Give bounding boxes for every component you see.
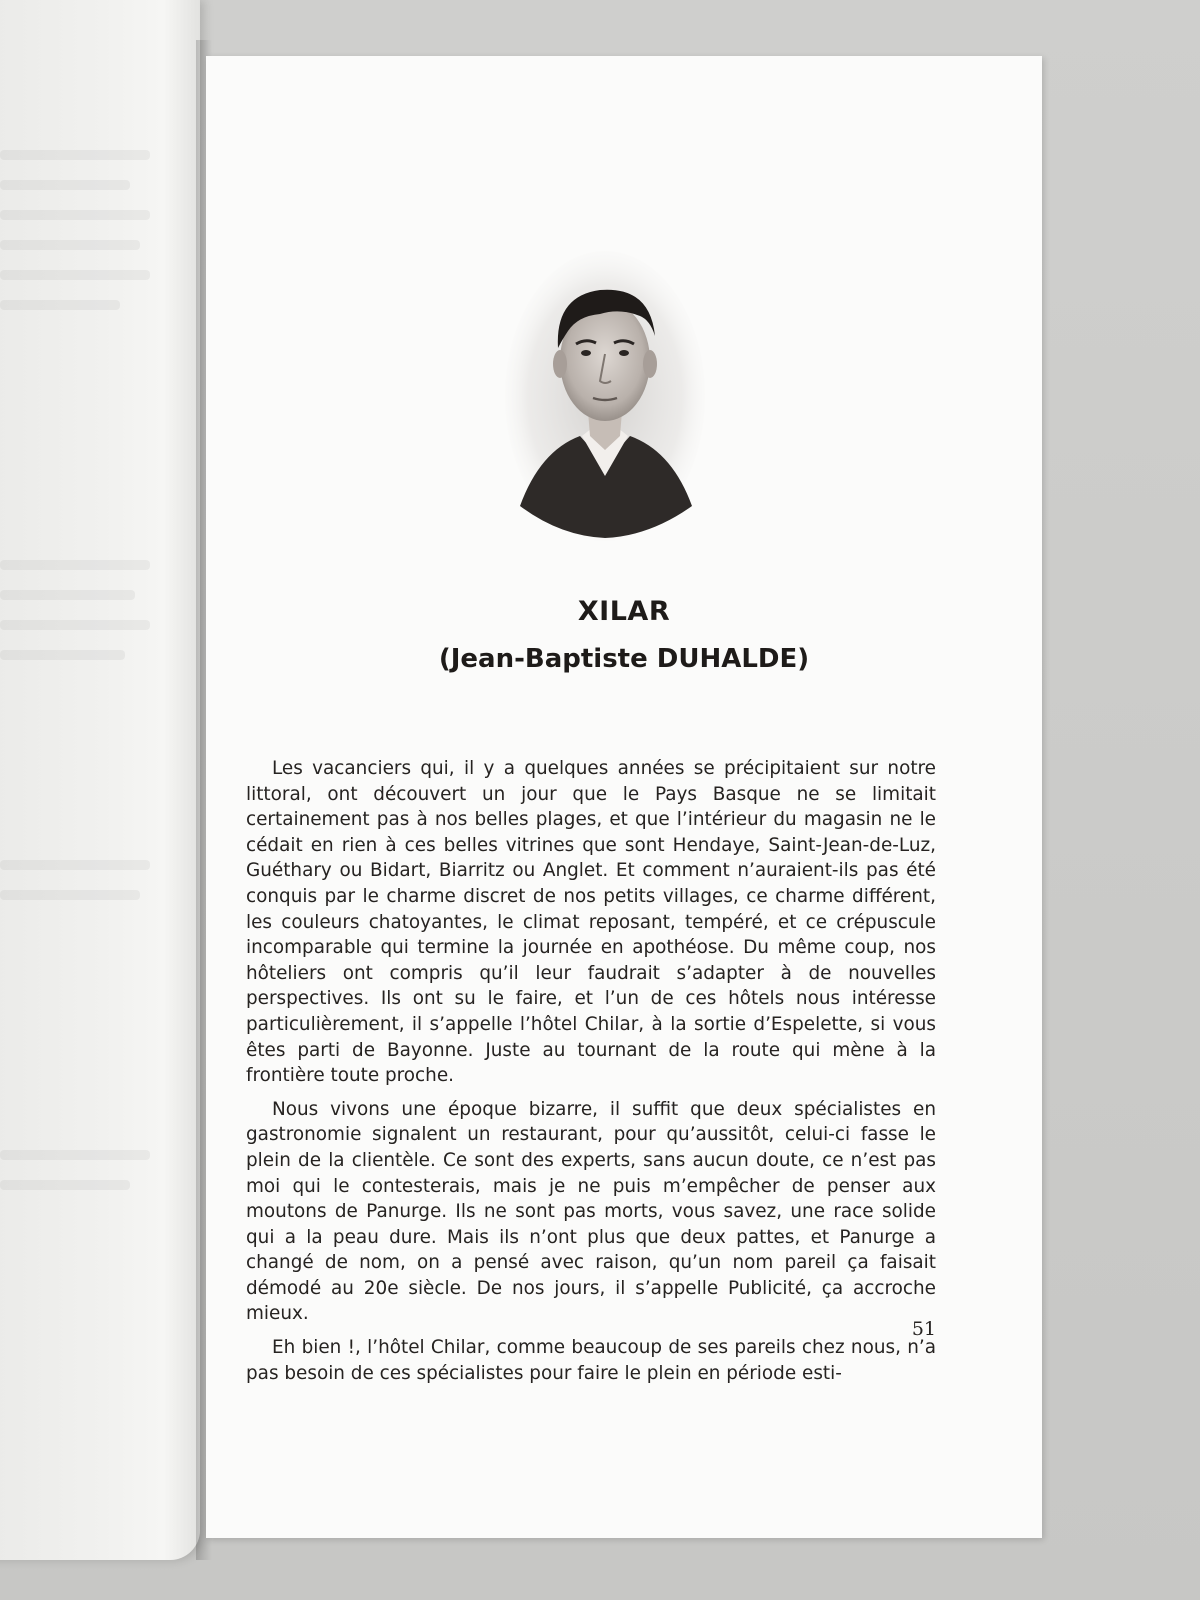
page-title: XILAR [577,596,671,627]
portrait-eye [581,350,591,356]
ghost-text-line [0,150,150,160]
ghost-text-line [0,270,150,280]
portrait-ear [553,350,567,378]
ghost-text-line [0,860,150,870]
paragraph: Nous vivons une époque bizarre, il suffit que deux spécialistes en gastronomie signalent un restaurant, pour qu’aussitôt, celui-ci fasse le plein de la clientèle. Ce sont des experts, sans aucun doute, ce n’est pas moi qui le contesterais, mais je ne puis m’empêcher de penser aux moutons de Panurge. Ils ne sont pas morts, vous savez, une race solide qui a la peau dure. Mais ils n’ont plus que deux pattes, et Panurge a changé de nom, on a pensé avec raison, qu’un nom pareil ça faisait démodé au 20e siècle. De nos jours, il s’appelle Publicité, ça accroche mieux. [246,1098,936,1325]
ghost-text-line [0,240,140,250]
ghost-text-line [0,300,120,310]
page-subtitle: (Jean-Baptiste DUHALDE) [438,644,810,674]
left-facing-page [0,0,200,1560]
ghost-text-line [0,180,130,190]
ghost-text-line [0,210,150,220]
portrait-illustration [500,236,710,546]
ghost-text-line [0,650,125,660]
ghost-text-line [0,1150,150,1160]
ghost-text-line [0,890,140,900]
portrait-eye [619,350,629,356]
paragraph: Les vacanciers qui, il y a quelques années se précipitaient sur notre littoral, ont découvert un jour que le Pays Basque ne se limitait certainement pas à nos belles plages, et que l’intérieur du magasin ne le cédait en rien à ces belles vitrines que sont Hendaye, Saint-Jean-de-Luz, Guéthary ou Bidart, Biarritz ou Anglet. Et comment n’auraient-ils pas été conquis par le charme discret de nos petits villages, ce charme différent, les couleurs chatoyantes, le climat reposant, tempéré, et ce crépuscule incomparable qui termine la journée en apothéose. Du même coup, nos hôteliers ont compris qu’il leur faudrait s’adapter à de nouvelles perspectives. Ils ont su le faire, et l’un de ces hôtels nous intéresse particulièrement, il s’appelle l’hôtel Chilar, à la sortie d’Espelette, si vous êtes parti de Bayonne. Juste au tournant de la route qui mène à la frontière toute proche. [246,758,936,1087]
ghost-text-line [0,560,150,570]
ghost-text-line [0,1180,130,1190]
ghost-text-line [0,620,150,630]
portrait-ear [643,350,657,378]
ghost-text-line [0,590,135,600]
book-page [206,56,1042,1538]
page-number: 51 [911,1318,936,1340]
body-text [246,756,936,1394]
paragraph: Eh bien !, l’hôtel Chilar, comme beaucoup de ses pareils chez nous, n’a pas besoin de ces spécialistes pour faire le plein en période esti- [246,1337,936,1384]
